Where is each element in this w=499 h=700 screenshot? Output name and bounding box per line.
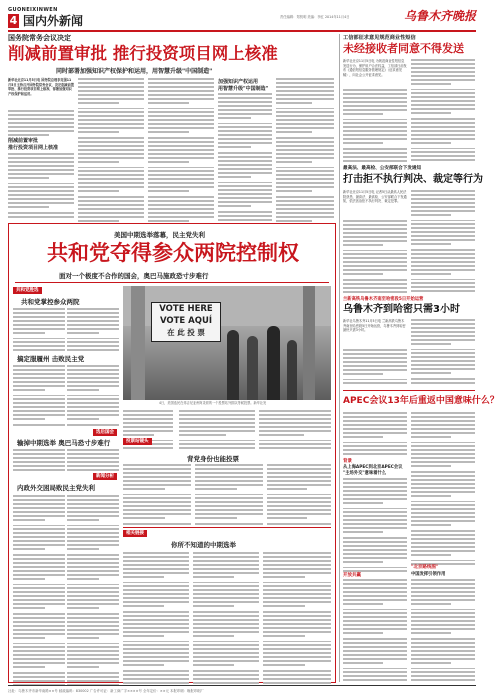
apec-subhead-6: 中国发挥引领作用 — [411, 572, 446, 577]
sms-kicker: 工信部征求意见规范商业性短信 — [343, 35, 416, 41]
tag-related-link: 相关链接 — [123, 530, 147, 537]
story-body-col-1b — [8, 153, 74, 219]
photo-caption: 4日，美国选民在弗吉尼亚州阿灵顿的一个投票站外排队等候投票。新华社发 — [159, 401, 267, 405]
story-body-col-2 — [78, 78, 144, 219]
rel-body-3 — [263, 552, 331, 680]
story-body-col-5 — [276, 78, 334, 219]
section-title: 国内外新闻 — [23, 14, 84, 28]
railway-lead: 新华社乌鲁木齐11月5日电 兰新高铁乌鲁木齐南至哈密段5日开始运营，乌鲁木齐到哈密最快只需3小时。 — [343, 319, 406, 333]
related-divider — [123, 527, 331, 528]
sms-story — [343, 34, 475, 164]
feature-subtitle: 面对一个极度不合作的国会，奥巴马施政恐寸步难行 — [59, 272, 209, 280]
left-body-4 — [13, 495, 65, 681]
column-divider — [339, 34, 340, 682]
left-body-3b — [67, 449, 119, 471]
railway-body-a — [343, 349, 407, 387]
mid-body-3 — [259, 410, 331, 450]
voter-figure-2 — [247, 336, 258, 400]
left-body-2b — [67, 365, 119, 425]
sms-headline: 未经接收者同意不得发送 — [343, 42, 464, 55]
feature-head-rule — [15, 282, 329, 283]
masthead — [8, 4, 476, 32]
story-body-col-3 — [148, 78, 214, 219]
court-headline: 打击拒不执行判决、裁定等行为 — [343, 174, 483, 185]
voter-figure-1 — [227, 330, 239, 400]
vote-sign-line-2: VOTE AQUÍ — [159, 316, 213, 326]
story-headline: 削减前置审批 推行投资项目网上核准 — [8, 44, 278, 63]
story-subhead-3: 加强知识产权运用 — [218, 79, 259, 85]
apec-subhead-3: "主场外交"意味着什么 — [343, 471, 387, 476]
left-body-4b — [67, 495, 119, 681]
vote-sign-line-1: VOTE HERE — [159, 304, 213, 314]
vote-sign — [151, 302, 221, 342]
story-body-col-1a — [8, 110, 74, 136]
mid-body-2 — [179, 410, 255, 450]
voter-figure-3 — [267, 326, 280, 400]
sms-body-b — [411, 59, 475, 163]
story-subtitle: 同时部署加强知识产权保护和运用，用智慧升级"中国制造" — [56, 68, 213, 75]
mid-body-5 — [195, 464, 263, 524]
voter-figure-4 — [287, 340, 297, 400]
footer-rule — [8, 685, 476, 686]
story-kicker: 国务院常务会议决定 — [8, 34, 71, 42]
tag-polling-scene: 投票站镜头 — [123, 438, 152, 445]
railway-headline: 乌鲁木齐到哈密只需3小时 — [343, 304, 460, 315]
story-lead: 新华社北京11月5日电 国务院总理李克强11月5日主持召开国务院常务会议，决定削减前置审批、推行投资项目网上核准，部署加强知识产权保护和运用。 — [8, 78, 74, 96]
voting-photo — [123, 286, 331, 400]
paper-logo: 乌鲁木齐晚报 — [403, 9, 476, 23]
us-election-feature — [8, 223, 336, 683]
pillar-right — [303, 286, 315, 400]
page-number: 4 — [9, 14, 18, 27]
rel-body-2 — [193, 552, 259, 680]
court-body-a — [343, 220, 407, 294]
apec-subhead-4: 开放共赢 — [343, 573, 361, 578]
court-lead: 新华社北京11月5日电 记者5日从最高人民法院获悉，最高法、最高检、公安部联合下发通知，依法惩治拒不执行判决、裁定犯罪。 — [343, 190, 407, 204]
sms-body-a — [343, 89, 407, 163]
footer-text: 社址：乌鲁木齐市新华南路××号 邮政编码：830002 广告许可证：新工商广字××××号 全年定价：××元 本报印刷：晚报印刷厂 — [8, 689, 204, 693]
apec-rule — [343, 390, 475, 391]
story-body-col-4 — [218, 93, 272, 219]
edition-meta: 责任编辑：郑锐明 美编：李红 2014年11月4日 — [280, 15, 350, 19]
apec-subhead-2: 从上海APEC到北京APEC会议 — [343, 465, 403, 470]
apec-body-b1 — [411, 412, 475, 562]
court-body-b — [411, 190, 475, 294]
tag-news-analysis: 新闻分析 — [93, 473, 117, 480]
court-kicker: 最高法、最高检、公安部联合下发通知 — [343, 166, 422, 171]
brand-en: GUONEIXINWEN — [8, 7, 58, 13]
masthead-rule — [8, 30, 476, 32]
left-body-1 — [13, 308, 65, 352]
apec-body-a1 — [343, 412, 407, 456]
subhead-control: 共和党掌控参众两院 — [21, 298, 80, 306]
state-council-story — [8, 33, 334, 220]
subhead-obama: 输掉中期选举 奥巴马恐寸步难行 — [17, 439, 111, 447]
story-subhead-2: 推行投资项目网上核准 — [8, 145, 59, 151]
apec-subhead-5: "北京路线图" — [411, 565, 439, 570]
mid-body-4 — [123, 464, 191, 524]
subhead-swing: 搞定服履州 击败民主党 — [17, 355, 85, 363]
apec-headline: APEC会议13年后重返中国意味什么？ — [343, 396, 499, 406]
apec-body-a3 — [343, 579, 407, 679]
sms-lead: 新华社北京11月5日电 为规范商业性短信息发送行为，保护用户合法权益，工信部日前发布《通信短信息服务管理规定》（征求意见稿），向社会公开征求意见。 — [343, 59, 407, 77]
left-body-2 — [13, 365, 65, 425]
story-subhead-1: 削减前置审批 — [8, 138, 39, 144]
apec-story — [343, 390, 499, 682]
court-story — [343, 165, 483, 295]
pillar-left — [131, 286, 145, 400]
rel-body-1 — [123, 552, 189, 680]
railway-story — [343, 296, 475, 388]
subhead-party-identity: 背党身份也能投票 — [187, 455, 239, 463]
apec-subhead-1: 背景 — [343, 459, 352, 464]
story-subhead-4: 用智慧升级"中国制造" — [218, 86, 269, 92]
tag-congress-after: 选后国会 — [93, 429, 117, 436]
vote-sign-line-3: 在 此 投 票 — [167, 328, 205, 337]
apec-body-b2 — [411, 579, 475, 679]
left-body-1b — [67, 308, 119, 352]
subhead-unknown-facts: 你所不知道的中期选举 — [171, 541, 236, 549]
tag-republican-win: 共和党胜选 — [13, 287, 42, 294]
feature-kicker: 美国中期选举落幕，民主党失利 — [114, 231, 205, 239]
subhead-domestic: 内政外交困局败民主党失利 — [17, 484, 95, 492]
mid-body-6 — [267, 464, 331, 524]
feature-headline: 共和党夺得参众两院控制权 — [47, 240, 299, 265]
railway-kicker: 兰新高铁乌鲁木齐南至哈密段5日开始运营 — [343, 297, 424, 302]
left-body-3 — [13, 449, 65, 471]
railway-body-b — [411, 319, 475, 387]
apec-body-a2 — [343, 478, 407, 570]
